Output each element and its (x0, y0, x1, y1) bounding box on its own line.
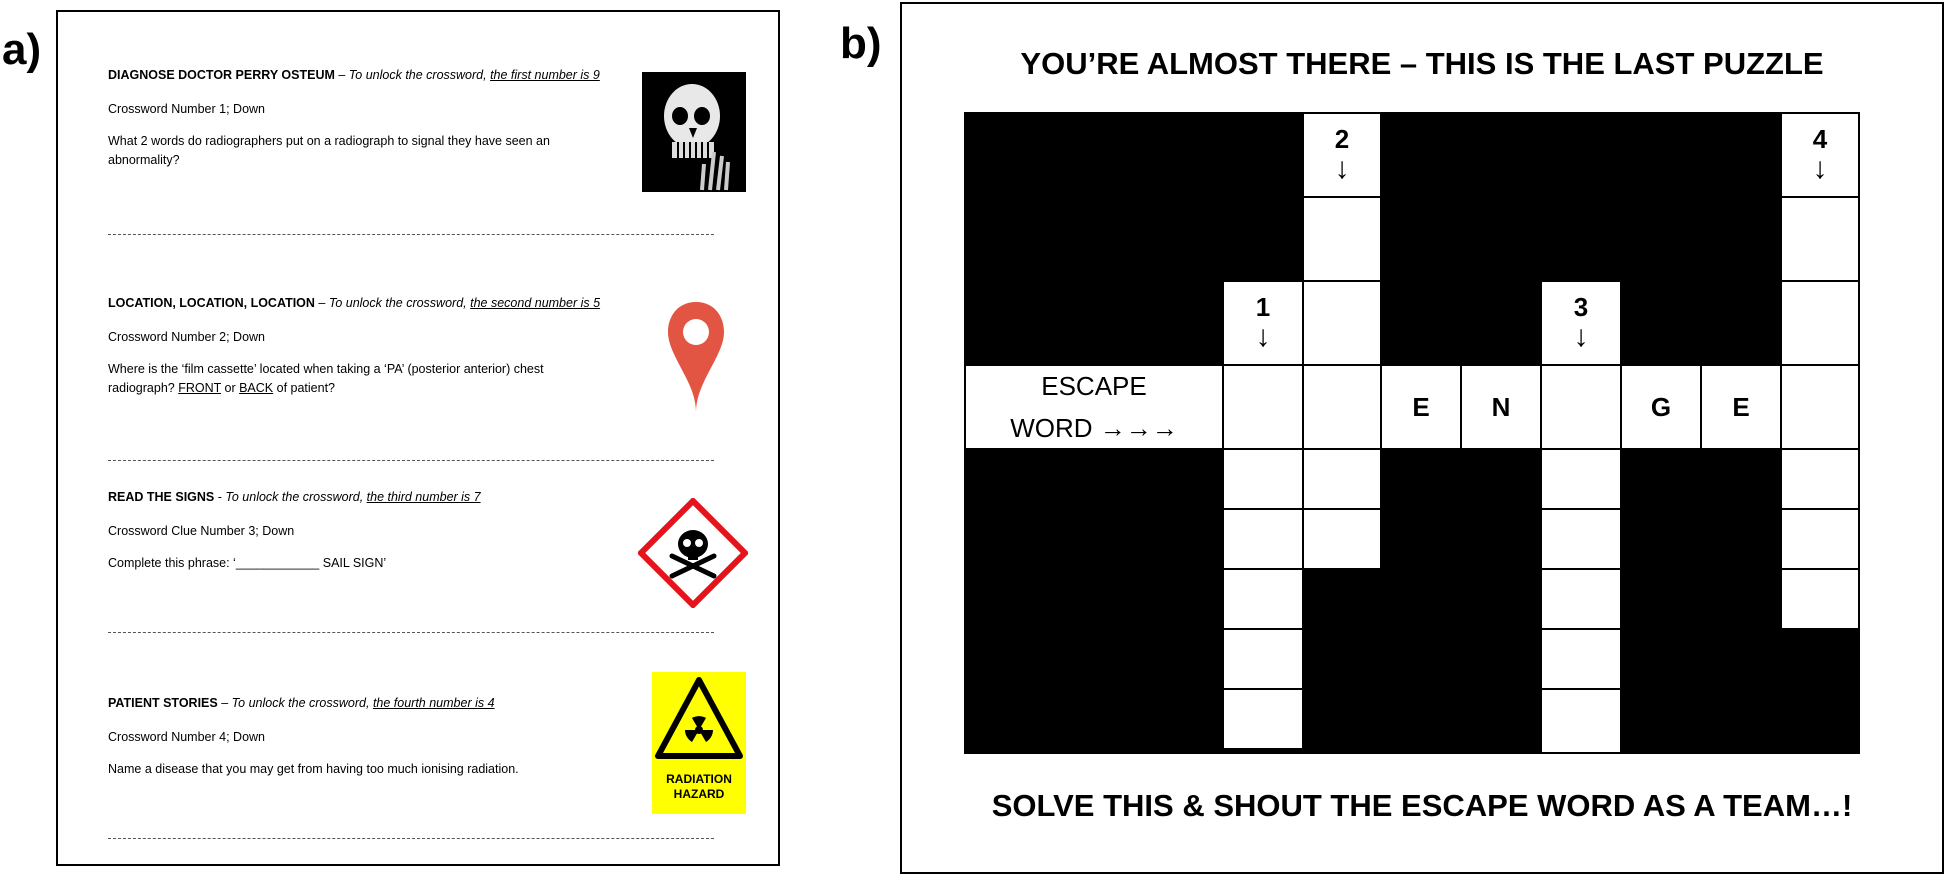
clue-question-cont: radiograph? FRONT or BACK of patient? (108, 381, 335, 395)
escape-letter-cell-5[interactable] (1540, 364, 1622, 450)
clue-number-cell-2 (1302, 112, 1382, 198)
escape-letter-cell-7[interactable] (1700, 364, 1782, 450)
given-letter: E (1732, 391, 1750, 422)
top-heading: YOU’RE ALMOST THERE – THIS IS THE LAST PUZZLE (1020, 46, 1824, 81)
clue-number-cell-4 (1780, 112, 1860, 198)
answer-cell[interactable] (1222, 628, 1304, 690)
clue-question: Name a disease that you may get from having too much ionising radiation. (108, 762, 519, 776)
clue-title: PATIENT STORIES – To unlock the crossword, the fourth number is 4 (108, 696, 495, 710)
clue-number: 3 (1573, 291, 1589, 322)
radiation-sign-text-1: RADIATION (666, 772, 732, 786)
clue-number: 2 (1334, 123, 1350, 154)
down-arrow-icon: ↓ (1334, 151, 1350, 185)
clue-question-cont: abnormality? (108, 153, 180, 167)
section-divider (108, 838, 714, 839)
given-letter: G (1650, 391, 1672, 422)
escape-label-line-2: WORD →→→ (1010, 413, 1178, 443)
answer-cell[interactable] (1540, 448, 1622, 510)
clue-sheet (56, 10, 780, 866)
answer-cell[interactable] (1222, 688, 1304, 750)
clue-number-cell-1 (1222, 280, 1304, 366)
section-divider (108, 460, 714, 461)
clue-title: READ THE SIGNS - To unlock the crossword, the third number is 7 (108, 490, 481, 504)
down-arrow-icon: ↓ (1255, 319, 1271, 353)
answer-cell[interactable] (1302, 196, 1382, 282)
clue-title: LOCATION, LOCATION, LOCATION – To unlock the crossword, the second number is 5 (108, 296, 601, 310)
answer-cell[interactable] (1540, 688, 1622, 754)
clue-title: DIAGNOSE DOCTOR PERRY OSTEUM – To unlock the crossword, the first number is 9 (108, 68, 600, 82)
section-divider (108, 234, 714, 235)
answer-cell[interactable] (1222, 568, 1304, 630)
escape-letter-cell-3[interactable] (1380, 364, 1462, 450)
answer-cell[interactable] (1302, 280, 1382, 366)
answer-cell[interactable] (1780, 196, 1860, 282)
answer-cell[interactable] (1302, 448, 1382, 510)
bottom-heading: SOLVE THIS & SHOUT THE ESCAPE WORD AS A TEAM…! (991, 788, 1853, 823)
clue-question: What 2 words do radiographers put on a radiograph to signal they have seen an (108, 134, 550, 148)
clue-number: 4 (1812, 123, 1828, 154)
escape-letter-cell-6[interactable] (1620, 364, 1702, 450)
escape-letter-cell-8[interactable] (1780, 364, 1860, 450)
escape-letter-cell-2[interactable] (1302, 364, 1382, 450)
answer-cell[interactable] (1780, 568, 1860, 630)
answer-cell[interactable] (1222, 448, 1304, 510)
clue-number-line: Crossword Clue Number 3; Down (108, 524, 295, 538)
clue-number-line: Crossword Number 1; Down (108, 102, 265, 116)
panel-a-label: a) (2, 25, 42, 74)
clue-number-line: Crossword Number 2; Down (108, 330, 265, 344)
skull-xray-icon (642, 72, 746, 192)
escape-letter-cell-4[interactable] (1460, 364, 1542, 450)
clue-question: Where is the ‘film cassette’ located when taking a ‘PA’ (posterior anterior) chest (108, 362, 544, 376)
given-letter: N (1491, 391, 1511, 422)
answer-cell[interactable] (1780, 508, 1860, 570)
answer-cell[interactable] (1302, 508, 1382, 570)
crossword-panel (900, 2, 1944, 874)
down-arrow-icon: ↓ (1573, 319, 1589, 353)
section-divider (108, 632, 714, 633)
answer-cell[interactable] (1540, 568, 1622, 630)
clue-number-line: Crossword Number 4; Down (108, 730, 265, 744)
given-letter: E (1412, 391, 1430, 422)
answer-cell[interactable] (1780, 280, 1860, 366)
escape-letter-cell-1[interactable] (1222, 364, 1304, 450)
radiation-hazard-icon (652, 672, 746, 814)
map-pin-icon (666, 298, 726, 416)
crossword-grid (964, 112, 1860, 754)
radiation-sign-text-2: HAZARD (673, 787, 725, 801)
escape-word-label (964, 364, 1224, 450)
escape-label-line-1: ESCAPE (1041, 371, 1147, 401)
down-arrow-icon: ↓ (1812, 151, 1828, 185)
answer-cell[interactable] (1540, 628, 1622, 690)
answer-cell[interactable] (1780, 448, 1860, 510)
panel-b-label: b) (840, 19, 882, 68)
clue-number: 1 (1255, 291, 1271, 322)
clue-number-cell-3 (1540, 280, 1622, 366)
toxic-hazard-icon (638, 498, 748, 608)
clue-question: Complete this phrase: ‘____________ SAIL SIGN’ (108, 556, 387, 570)
answer-cell[interactable] (1222, 508, 1304, 570)
answer-cell[interactable] (1540, 508, 1622, 570)
